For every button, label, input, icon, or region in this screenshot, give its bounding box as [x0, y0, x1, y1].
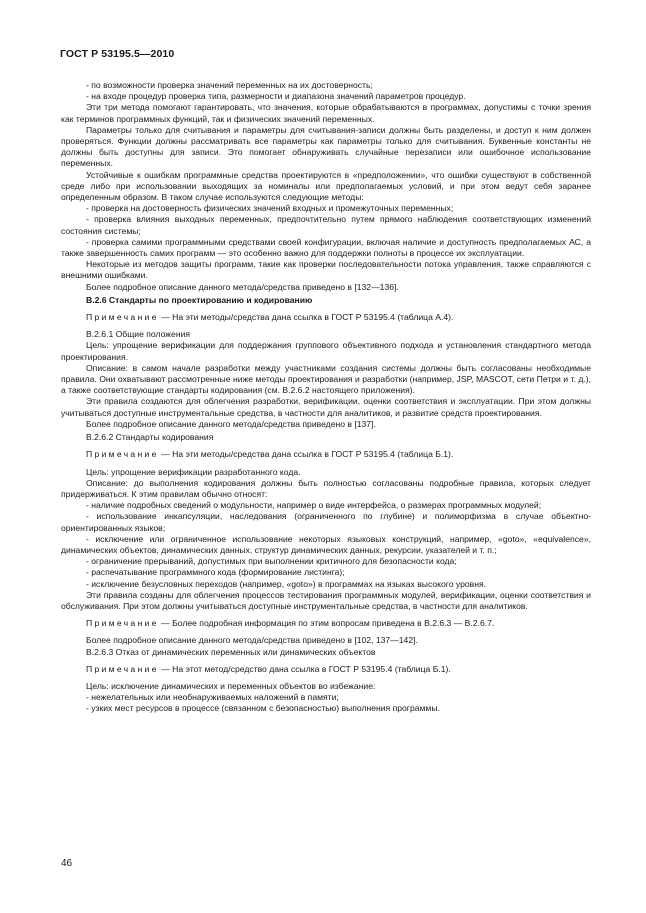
paragraph: Некоторые из методов защиты программ, такие как проверки последовательности потока управления, также справляются с внешними ошибками.: [61, 259, 591, 281]
note: [61, 618, 591, 629]
paragraph: - исключение или ограниченное использование некоторых языковых конструкций, например, «goto», «equivalence», динамических объектов, динамических данных, структур динамических данных, рекурсии, указателей и т. п.;: [61, 533, 591, 555]
paragraph: Цель: исключение динамических и переменных объектов во избежание:: [86, 680, 376, 691]
paragraph: Эти правила созданы для облегчения процессов тестирования программных модулей, верификации, оценки соответствия и обслуживания. При этом должны учитываться доступные инструментальные средства, в частности для аналитиков.: [61, 589, 591, 611]
section-heading: В.2.6 Стандарты по проектированию и кодированию: [86, 294, 313, 305]
note-text: — На эти методы/средства дана ссылка в ГОСТ Р 53195.4 (таблица Б.1).: [158, 449, 454, 460]
paragraph: - ограничение прерываний, допустимых при выполнении критичного для безопасности кода;: [86, 556, 457, 567]
note-text: — На эти методы/средства дана ссылка в ГОСТ Р 53195.4 (таблица А.4).: [158, 312, 454, 323]
paragraph: Более подробное описание данного метода/средства приведено в [137].: [86, 418, 376, 429]
note: [61, 449, 591, 460]
paragraph: Эти три метода помогают гарантировать, что значения, которые обрабатываются в программах, допустимы с точки зрения как терминов программных функций, так и физических значений переменных.: [61, 102, 591, 124]
paragraph: - нежелательных или необнаруживаемых наложений в памяти;: [86, 692, 339, 703]
paragraph: Цель: упрощение верификации для поддержания группового объективного подхода и установления стандартного метода проектирования.: [61, 340, 591, 362]
paragraph: Устойчивые к ошибкам программные средства проектируются в «предположении», что ошибки существуют в собственной среде либо при использовании выходящих за номиналы или предполагаемых условий, и при этом ведут себя заранее определенным образом. В таком случае используются следующие методы:: [61, 169, 591, 203]
paragraph: - исключение безусловных переходов (например, «goto») в программах на языках высокого уровня.: [86, 578, 487, 589]
paragraph: - на входе процедур проверка типа, размерности и диапазона значений параметров процедур.: [86, 91, 466, 102]
note: [61, 664, 591, 675]
note: [61, 312, 591, 323]
paragraph: - по возможности проверка значений переменных на их достоверность;: [86, 80, 373, 90]
note-label: Примечание: [86, 663, 159, 674]
subsection-heading: В.2.6.2 Стандарты кодирования: [86, 432, 214, 443]
subsection-heading: В.2.6.1 Общие положения: [86, 329, 191, 340]
paragraph: - проверка влияния выходных переменных, предпочтительно путем прямого наблюдения соответствующих изменений состояния системы;: [61, 214, 591, 236]
paragraph: Описание: в самом начале разработки между участниками создания системы должны быть согласованы необходимые правила. Они охватывают рассмотренные ниже методы проектирования и разработки (например, JSP, MASCOT, сети Петри и т. д.), а также соответствующие стандарты кодирования (см. В.2.6.2 настоящего приложения).: [61, 362, 591, 396]
paragraph: Более подробное описание данного метода/средства приведено в [102, 137—142].: [86, 635, 418, 646]
paragraph: - распечатывание программного кода (формирование листинга);: [86, 567, 345, 578]
page-header-title: ГОСТ Р 53195.5—2010: [60, 48, 175, 60]
paragraph: - наличие подробных сведений о модульности, например о виде интерфейса, о размерах программных модулей;: [86, 500, 542, 511]
paragraph: - проверка самими программными средствами своей конфигурации, включая наличие и доступность предполагаемых АС, а также завершенность самих программ — это особенно важно для поддержки полноты в процессе их эксплуатации.: [61, 236, 591, 259]
paragraph: Описание: до выполнения кодирования должны быть полностью согласованы подробные правила, которых следует придерживаться. К этим правилам обычно относят:: [61, 477, 591, 499]
note-label: Примечание: [86, 618, 159, 629]
paragraph: Цель: упрощение верификации разработанного кода.: [86, 466, 301, 477]
paragraph: Параметры только для считывания и параметры для считывания-записи должны быть разделены, и доступ к ним должен проверяться. Функции должны рассматривать все параметры как параметры только для считывания. Буквенные константы не должны быть доступны для записи. Это помогает обнаруживать случайные перезаписи или ошибочное использование переменных.: [61, 124, 591, 169]
paragraph: Более подробное описание данного метода/средства приведено в [132—136].: [86, 281, 399, 292]
document-body: [61, 80, 591, 715]
note-label: Примечание: [86, 312, 159, 323]
paragraph: - узких мест ресурсов в процессе (связанном с безопасностью) выполнения программы.: [86, 703, 440, 714]
note-label: Примечание: [86, 449, 159, 460]
note-text: — На этот метод/средство дана ссылка в ГОСТ Р 53195.4 (таблица Б.1).: [158, 663, 451, 674]
paragraph: - использование инкапсуляции, наследования (ограниченного по глубине) и полиморфизма в случае объектно-ориентированных языков;: [61, 511, 591, 533]
subsection-heading: В.2.6.3 Отказ от динамических переменных или динамических объектов: [86, 646, 376, 657]
paragraph: Эти правила создаются для облегчения разработки, верификации, оценки соответствия и эксплуатации. При этом должны учитываться доступные инструментальные средства, в частности для аналитиков, и развитие средств проектирования.: [61, 396, 591, 418]
note-text: — Более подробная информация по этим вопросам приведена в В.2.6.3 — В.2.6.7.: [158, 618, 495, 629]
paragraph: - проверка на достоверность физических значений входных и промежуточных переменных;: [86, 203, 454, 214]
page-number: 46: [61, 858, 73, 869]
